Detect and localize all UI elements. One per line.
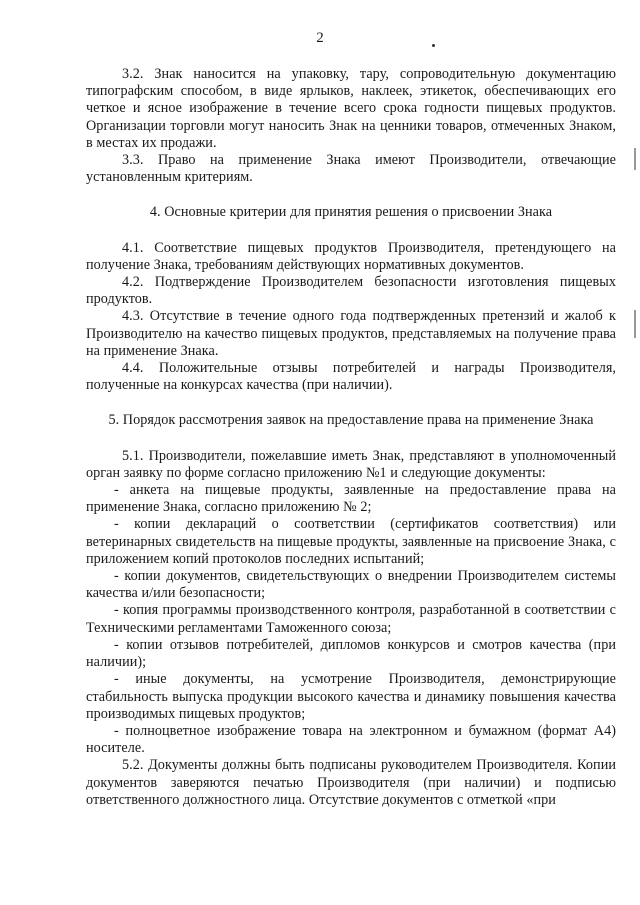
section-4-heading: 4. Основные критерии для принятия решения о присвоении Знака: [149, 204, 553, 221]
clause-3-2: 3.2. Знак наносится на упаковку, тару, сопроводительную документацию типографским способом, в виде ярлыков, наклеек, этикеток, обеспечивающих его четкое и ясное изображение в течение всего срока годности пищевых продуктов. Организации торговли могут наносить Знак на ценники товаров, отмеченных Знаком, в местах их продажи.: [86, 66, 616, 151]
clause-4-4: 4.4. Положительные отзывы потребителей и награды Производителя, полученные на конкурсах качества (при наличии).: [86, 360, 616, 394]
list-item-production-control: - копия программы производственного контроля, разработанной в соответствии с Техническими регламентами Таможенного союза;: [86, 602, 616, 636]
clause-3-3: 3.3. Право на применение Знака имеют Производители, отвечающие установленным критериям.: [86, 152, 616, 186]
document-body: [86, 66, 616, 809]
section-5-heading: 5. Порядок рассмотрения заявок на предоставление права на применение Знака: [108, 412, 594, 429]
list-item-declarations: - копии деклараций о соответствии (сертификатов соответствия) или ветеринарных свидетельств на пищевые продукты, заявленные на присвоение Знака, с приложением копий протоколов последних испытаний;: [86, 516, 616, 567]
list-item-other-documents: - иные документы, на усмотрение Производителя, демонстрирующие стабильность выпуска продукции высокого качества и динамику повышения качества производимых пищевых продуктов;: [86, 671, 616, 722]
list-item-quality-system: - копии документов, свидетельствующих о внедрении Производителем системы качества и/или безопасности;: [86, 568, 616, 602]
clause-5-1: 5.1. Производители, пожелавшие иметь Знак, представляют в уполномоченный орган заявку по форме согласно приложению №1 и следующие документы:: [86, 447, 616, 481]
scan-edge-mark: [634, 310, 636, 338]
clause-4-1: 4.1. Соответствие пищевых продуктов Производителя, претендующего на получение Знака, требованиям действующих нормативных документов.: [86, 239, 616, 273]
list-item-product-image: - полноцветное изображение товара на электронном и бумажном (формат А4) носителе.: [86, 722, 616, 757]
page-number: 2: [316, 30, 324, 46]
list-item-reviews: - копии отзывов потребителей, дипломов конкурсов и смотров качества (при наличии);: [86, 636, 616, 671]
scan-dot: [432, 44, 435, 47]
scan-edge-mark: [634, 148, 636, 170]
clause-4-3: 4.3. Отсутствие в течение одного года подтвержденных претензий и жалоб к Производителю на качество пищевых продуктов, представляемых на получение права на применение Знака.: [86, 308, 616, 359]
list-item-questionnaire: - анкета на пищевые продукты, заявленные на предоставление права на применение Знака, согласно приложению № 2;: [86, 482, 616, 516]
clause-5-2: 5.2. Документы должны быть подписаны руководителем Производителя. Копии документов заверяются печатью Производителя (при наличии) и подписью ответственного должностного лица. Отсутствие документов с отметкой «при: [86, 757, 616, 808]
clause-4-2: 4.2. Подтверждение Производителем безопасности изготовления пищевых продуктов.: [86, 274, 616, 308]
